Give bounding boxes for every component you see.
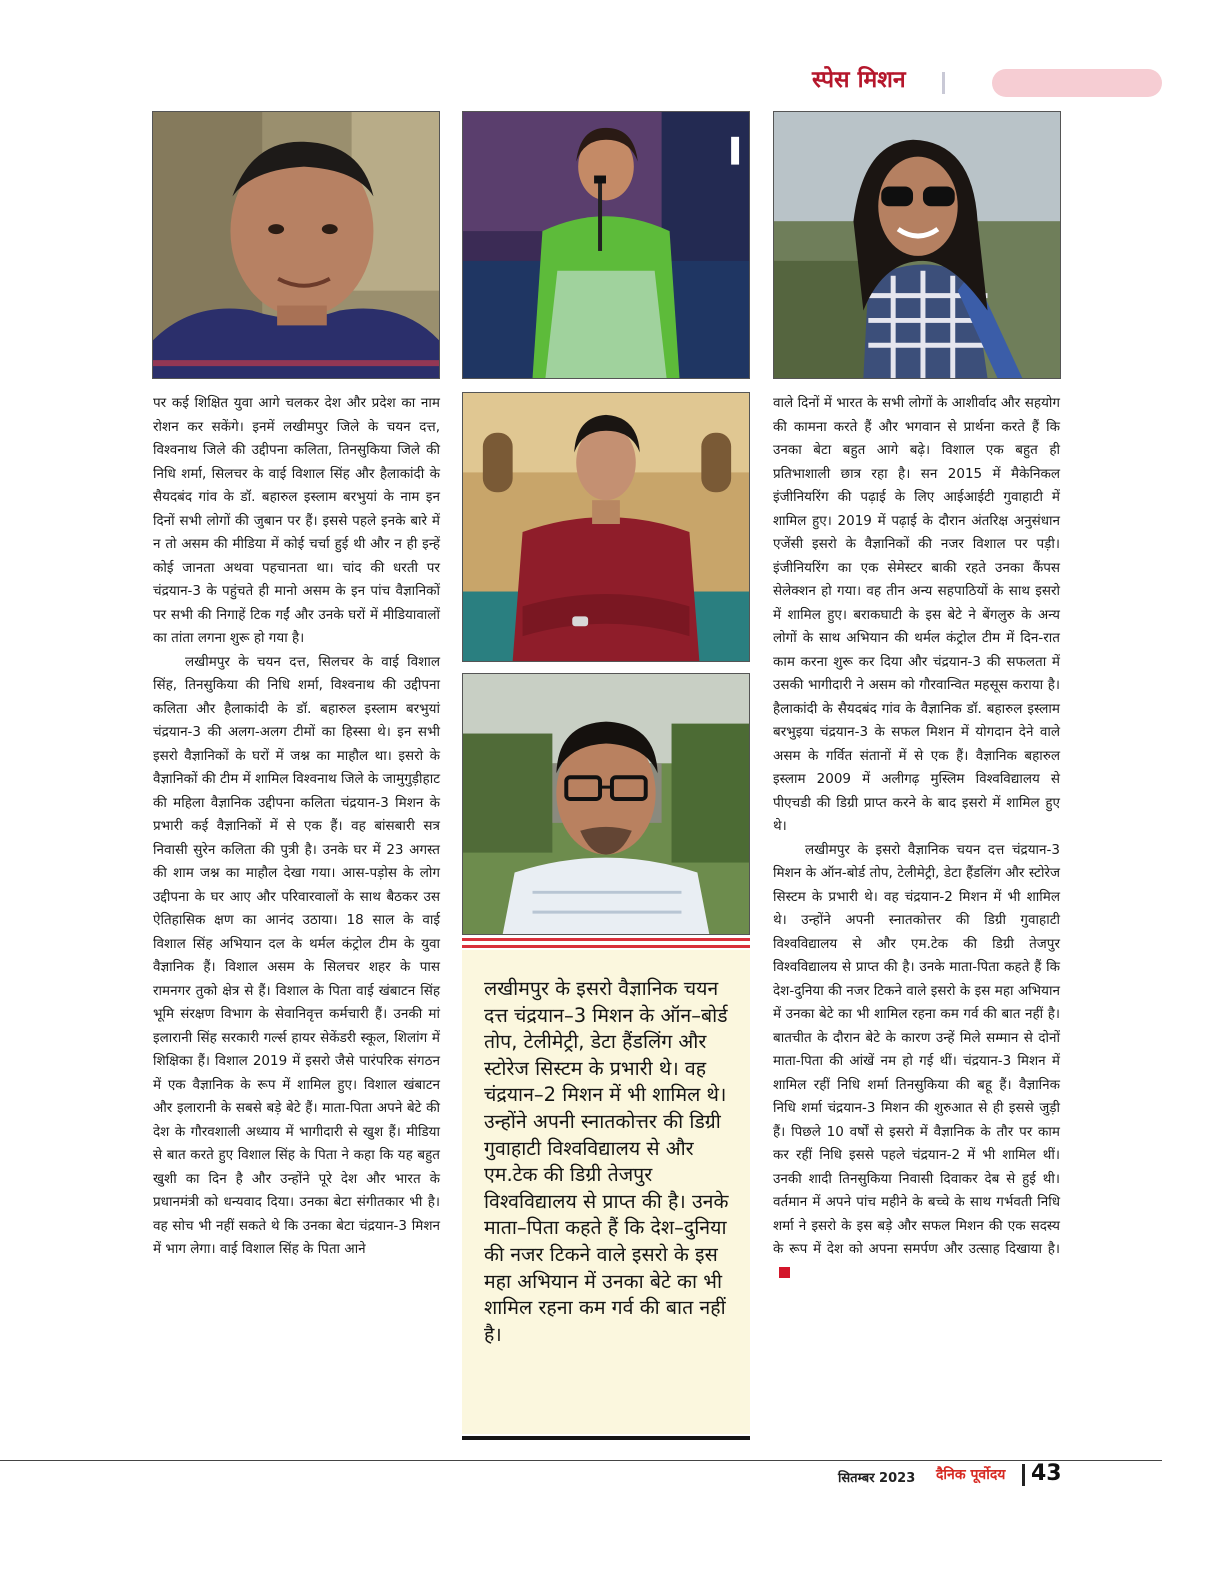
pull-quote-bottom-rule (462, 1436, 750, 1440)
article-paragraph: लखीमपुर के चयन दत्त, सिलचर के वाई विशाल सिंह, तिनसुकिया की निधि शर्मा, विश्वनाथ की उद्दीपना कलिता और हैलाकांदी के डॉ. बहारुल इस्लाम बरभुयां चंद्रयान-3 की अलग-अलग टीमों का हिस्सा थे। इन सभी इसरो वैज्ञानिकों के घरों में जश्न का माहौल था। इसरो के वैज्ञानिकों की टीम में शामिल विश्वनाथ जिले के जामुगुड़ीहाट की महिला वैज्ञानिक उद्दीपना कलिता चंद्रयान-3 मिशन के प्रभारी कई वैज्ञानिकों में से एक हैं। वह बांसबारी सत्र निवासी सुरेन कलिता की पुत्री है। उनके घर में 23 अगस्त की शाम जश्न का माहौल देखा गया। आस-पड़ोस के लोग उद्दीपना के घर आए और परिवारवालों के साथ बैठकर उस ऐतिहासिक क्षण का आनंद उठाया। 18 साल के वाई विशाल सिंह अभियान दल के थर्मल कंट्रोल टीम के युवा वैज्ञानिक हैं। विशाल असम के सिलचर शहर के पास रामनगर तुको क्षेत्र से हैं। विशाल के पिता वाई खंबाटन सिंह भूमि संरक्षण विभाग के सेवानिवृत्त कर्मचारी हैं। उनकी मां इलारानी सिंह सरकारी गर्ल्स हायर सेकेंडरी स्कूल, शिलांग में शिक्षिका हैं। विशाल 2019 में इसरो जैसे पारंपरिक संगठन में एक वैज्ञानिक के रूप में शामिल हुए। विशाल खंबाटन और इलारानी के सबसे बड़े बेटे हैं। माता-पिता अपने बेटे की देश के गौरवशाली अध्याय में भागीदारी से खुश हैं। मीडिया से बात करते हुए विशाल सिंह के पिता ने कहा कि यह बहुत खुशी का दिन है और उन्होंने पूरे देश और भारत के प्रधानमंत्री को धन्यवाद दिया। उनका बेटा संगीतकार भी है। वह सोच भी नहीं सकते थे कि उनका बेटा चंद्रयान-3 मिशन में भाग लेगा। वाई विशाल सिंह के पिता आने (153, 653, 440, 1257)
portrait-woman-sunglasses (773, 111, 1061, 379)
pull-quote-text: लखीमपुर के इसरो वैज्ञानिक चयन दत्त चंद्रयान–3 मिशन के ऑन–बोर्ड तोप, टेलीमेट्री, डेटा हैंडलिंग और स्टोरेज सिस्टम के प्रभारी थे। वह चंद्रयान–2 मिशन में भी शामिल थे। उन्होंने अपनी स्नातकोत्तर की डिग्री गुवाहाटी विश्वविद्यालय से और एम.टेक की डिग्री तेजपुर विश्वविद्यालय से प्राप्त की है। उनके माता–पिता कहते हैं कि देश–दुनिया की नजर टिकने वाले इसरो के इस महा अभियान में उनका बेटे का भी शामिल रहना कम गर्व की बात नहीं है। (484, 977, 729, 1346)
end-of-article-icon (779, 1267, 790, 1278)
portrait-young-man-red-shirt (462, 392, 750, 662)
footer-date: सितम्बर 2023 (838, 1471, 916, 1486)
article-paragraph: वाले दिनों में भारत के सभी लोगों के आशीर्वाद और सहयोग की कामना करते हैं और भगवान से प्रार्थना करते हैं कि उनका बेटा बहुत आगे बढ़े। विशाल एक बहुत ही प्रतिभाशाली छात्र रहा है। सन 2015 में मैकेनिकल इंजीनियरिंग की पढ़ाई के लिए आईआईटी गुवाहाटी में शामिल हुए। 2019 में पढ़ाई के दौरान अंतरिक्ष अनुसंधान एजेंसी इसरो के वैज्ञानिकों की नजर विशाल पर पड़ी। इंजीनियरिंग का एक सेमेस्टर बाकी रहते उनका कैंपस सेलेक्शन हो गया। वह तीन अन्य सहपाठियों के साथ इसरो में शामिल हुए। बराकघाटी के इस बेटे ने बेंगलुरु के अन्य लोगों के साथ अभियान की थर्मल कंट्रोल टीम में दिन-रात काम करना शुरू कर दिया और चंद्रयान-3 की सफलता में उसकी भागीदारी ने असम को गौरवान्वित महसूस कराया है। हैलाकांदी के सैयदबंद गांव के वैज्ञानिक डॉ. बहारुल इस्लाम बरभुइया चंद्रयान-3 के सफल मिशन में योगदान देने वाले असम के गर्वित संतानों में से एक हैं। वैज्ञानिक बहारुल इस्लाम 2009 में अलीगढ़ मुस्लिम विश्वविद्यालय से पीएचडी की डिग्री प्राप्त करने के बाद इसरो में शामिल हुए थे। (773, 395, 1060, 834)
article-column-right (773, 392, 1060, 1285)
footer-separator (1022, 1464, 1025, 1486)
portrait-man-glasses (462, 673, 750, 935)
pull-quote (462, 950, 750, 1434)
section-title: स्पेस मिशन (812, 67, 906, 93)
header-decoration-pill (992, 69, 1162, 97)
pull-quote-top-rule (462, 938, 750, 948)
footer-rule (0, 1460, 1162, 1461)
article-paragraph: पर कई शिक्षित युवा आगे चलकर देश और प्रदेश का नाम रोशन कर सकेंगे। इनमें लखीमपुर जिले के चयन दत्त, विश्वनाथ जिले की उद्दीपना कलिता, तिनसुकिया जिले की निधि शर्मा, सिलचर के वाई विशाल सिंह और हैलाकांदी के सैयदबंद गांव के डॉ. बहारुल इस्लाम बरभुयां के नाम इन दिनों सभी लोगों की जुबान पर हैं। इससे पहले इनके बारे में न तो असम की मीडिया में कोई चर्चा हुई थी और न ही इन्हें कोई जानता अथवा पहचानता था। चांद की धरती पर चंद्रयान-3 के पहुंचते ही मानो असम के इन पांच वैज्ञानिकों पर सभी की निगाहें टिक गईं और उनके घरों में मीडियावालों का तांता लगना शुरू हो गया है। (153, 395, 440, 646)
article-paragraph (773, 839, 1060, 1286)
portrait-woman-podium (462, 111, 750, 379)
footer-brand-logo: दैनिक पूर्वोदय (936, 1467, 1006, 1483)
portrait-man-blue-shirt (152, 111, 440, 379)
article-column-left (153, 392, 440, 1262)
header-separator (942, 72, 945, 94)
article-paragraph-text: लखीमपुर के इसरो वैज्ञानिक चयन दत्त चंद्रयान-3 मिशन के ऑन-बोर्ड तोप, टेलीमेट्री, डेटा हैंडलिंग और स्टोरेज सिस्टम के प्रभारी थे। वह चंद्रयान-2 मिशन में भी शामिल थे। उन्होंने अपनी स्नातकोत्तर की डिग्री गुवाहाटी विश्वविद्यालय से और एम.टेक की डिग्री तेजपुर विश्वविद्यालय से प्राप्त की है। उनके माता-पिता कहते हैं कि देश-दुनिया की नजर टिकने वाले इसरो के इस महा अभियान में उनका बेटे का भी शामिल रहना कम गर्व की बात नहीं है। बातचीत के दौरान बेटे के कारण उन्हें मिले सम्मान से दोनों माता-पिता की आंखें नम हो गई थीं। चंद्रयान-3 मिशन में शामिल रहीं निधि शर्मा तिनसुकिया की बहू हैं। वैज्ञानिक निधि शर्मा चंद्रयान-3 मिशन की शुरुआत से ही इससे जुड़ी हैं। पिछले 10 वर्षों से इसरो में वैज्ञानिक के तौर पर काम कर रहीं निधि इससे पहले चंद्रयान-2 में भी शामिल थीं। उनकी शादी तिनसुकिया निवासी दिवाकर देब से हुई थी। वर्तमान में अपने पांच महीने के बच्चे के साथ गर्भवती निधि शर्मा ने इसरो के इस बड़े और सफल मिशन की एक सदस्य के रूप में देश को अपना समर्पण और उत्साह दिखाया है। (773, 841, 1060, 1257)
page-number: 43 (1031, 1461, 1062, 1486)
